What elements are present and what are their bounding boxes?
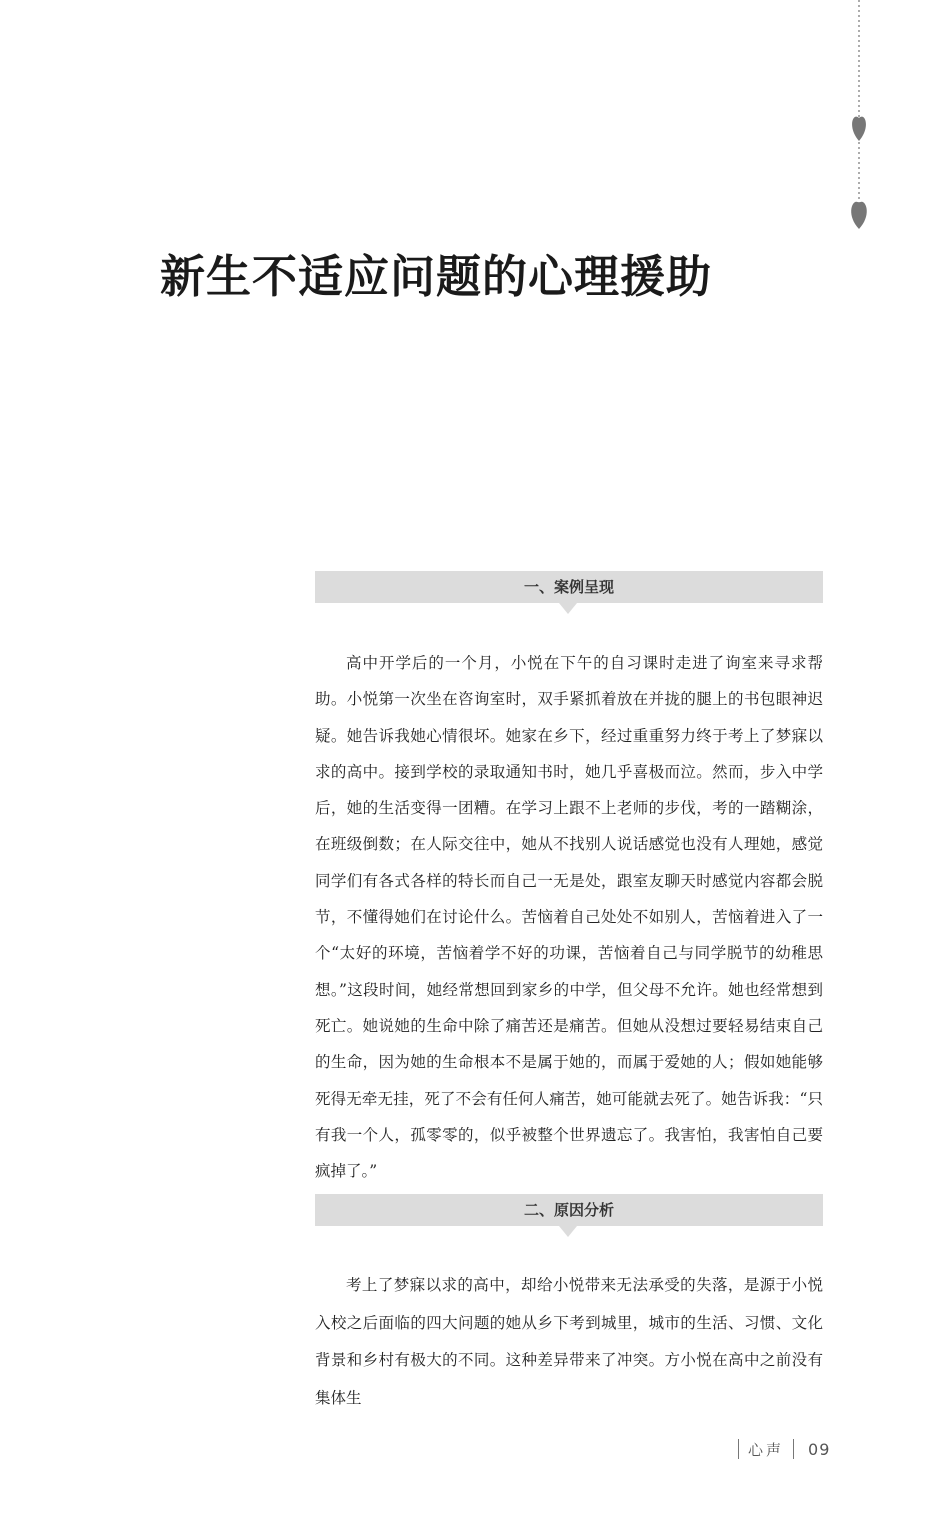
page-title: 新生不适应问题的心理援助 [160, 250, 713, 303]
section-heading-label: 一、案例呈现 [523, 578, 614, 596]
section-heading-label: 二、原因分析 [523, 1201, 614, 1219]
page-number: 09 [808, 1439, 831, 1459]
analysis-paragraph: 考上了梦寐以求的高中，却给小悦带来无法承受的失落，是源于小悦入校之后面临的四大问题的她从乡下考到城里，城市的生活、习惯、文化背景和乡村有极大的不同。这种差异带来了冲突。方小悦在高中之前没有集体生 [315, 1276, 823, 1407]
section-heading-case [315, 571, 823, 603]
heart-icon [851, 202, 867, 229]
page-footer [738, 1437, 830, 1461]
divider [738, 1439, 739, 1459]
heart-icon [852, 117, 866, 141]
heart-garland-decoration [838, 0, 882, 240]
heading-pointer [559, 1226, 577, 1237]
heading-pointer [559, 603, 577, 614]
divider [793, 1439, 794, 1459]
section-heading-analysis [315, 1194, 823, 1226]
case-paragraph: 高中开学后的一个月，小悦在下午的自习课时走进了询室来寻求帮助。小悦第一次坐在咨询室时，双手紧抓着放在并拢的腿上的书包眼神迟疑。她告诉我她心情很坏。她家在乡下，经过重重努力终于考上了梦寐以求的高中。接到学校的录取通知书时，她几乎喜极而泣。然而，步入中学后，她的生活变得一团糟。在学习上跟不上老师的步伐，考的一踏糊涂，在班级倒数；在人际交往中，她从不找别人说话感觉也没有人理她，感觉同学们有各式各样的特长而自己一无是处，跟室友聊天时感觉内容都会脱节，不懂得她们在讨论什么。苦恼着自己处处不如别人，苦恼着进入了一个“太好的环境，苦恼着学不好的功课，苦恼着自己与同学脱节的幼稚思想。”这段时间，她经常想回到家乡的中学，但父母不允许。她也经常想到死亡。她说她的生命中除了痛苦还是痛苦。但她从没想过要轻易结束自己的生命，因为她的生命根本不是属于她的，而属于爱她的人；假如她能够死得无牵无挂，死了不会有任何人痛苦，她可能就去死了。她告诉我：“只有我一个人，孤零零的，似乎被整个世界遗忘了。我害怕，我害怕自己要疯掉了。” [315, 654, 823, 1181]
section-label: 心声 [748, 1440, 785, 1459]
